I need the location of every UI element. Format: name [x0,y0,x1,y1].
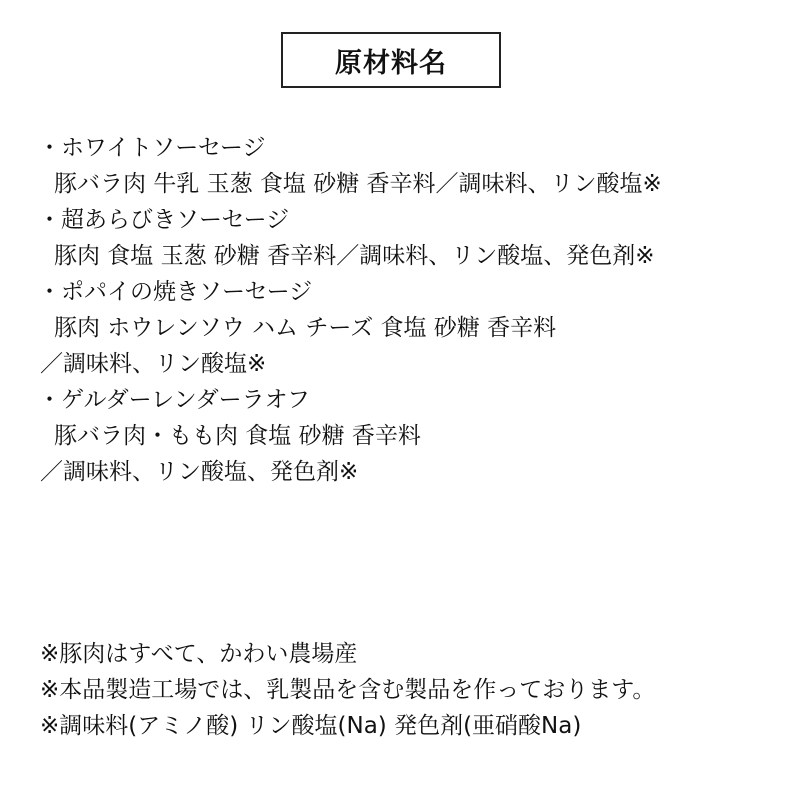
ingredient-detail-line: ／調味料、リン酸塩、発色剤※ [40,459,359,485]
note-line: ※本品製造工場では、乳製品を含む製品を作っております。 [40,677,656,703]
note-line: ※調味料(アミノ酸) リン酸塩(Na) 発色剤(亜硝酸Na) [40,713,582,739]
page-title-text: 原材料名 [335,47,447,79]
ingredient-detail-line: ／調味料、リン酸塩※ [40,351,267,377]
ingredient-item [38,274,778,382]
product-name: ・ポパイの焼きソーセージ [38,279,313,305]
product-name: ・ホワイトソーセージ [38,135,266,161]
ingredient-detail-line: 豚肉 食塩 玉葱 砂糖 香辛料／調味料、リン酸塩、発色剤※ [54,243,655,269]
ingredient-detail-line: 豚バラ肉・もも肉 食塩 砂糖 香辛料 [54,423,421,449]
product-name: ・ゲルダーレンダーラオフ [38,387,310,413]
page-title [281,32,501,88]
ingredient-item [38,130,778,202]
notes-section [40,636,780,744]
ingredient-item [38,382,778,490]
ingredient-item [38,202,778,274]
note-line: ※豚肉はすべて、かわい農場産 [40,641,358,667]
ingredient-detail-line: 豚バラ肉 牛乳 玉葱 食塩 砂糖 香辛料／調味料、リン酸塩※ [54,171,662,197]
ingredient-detail-line: 豚肉 ホウレンソウ ハム チーズ 食塩 砂糖 香辛料 [54,315,557,341]
ingredient-list [38,130,778,490]
product-name: ・超あらびきソーセージ [38,207,290,233]
